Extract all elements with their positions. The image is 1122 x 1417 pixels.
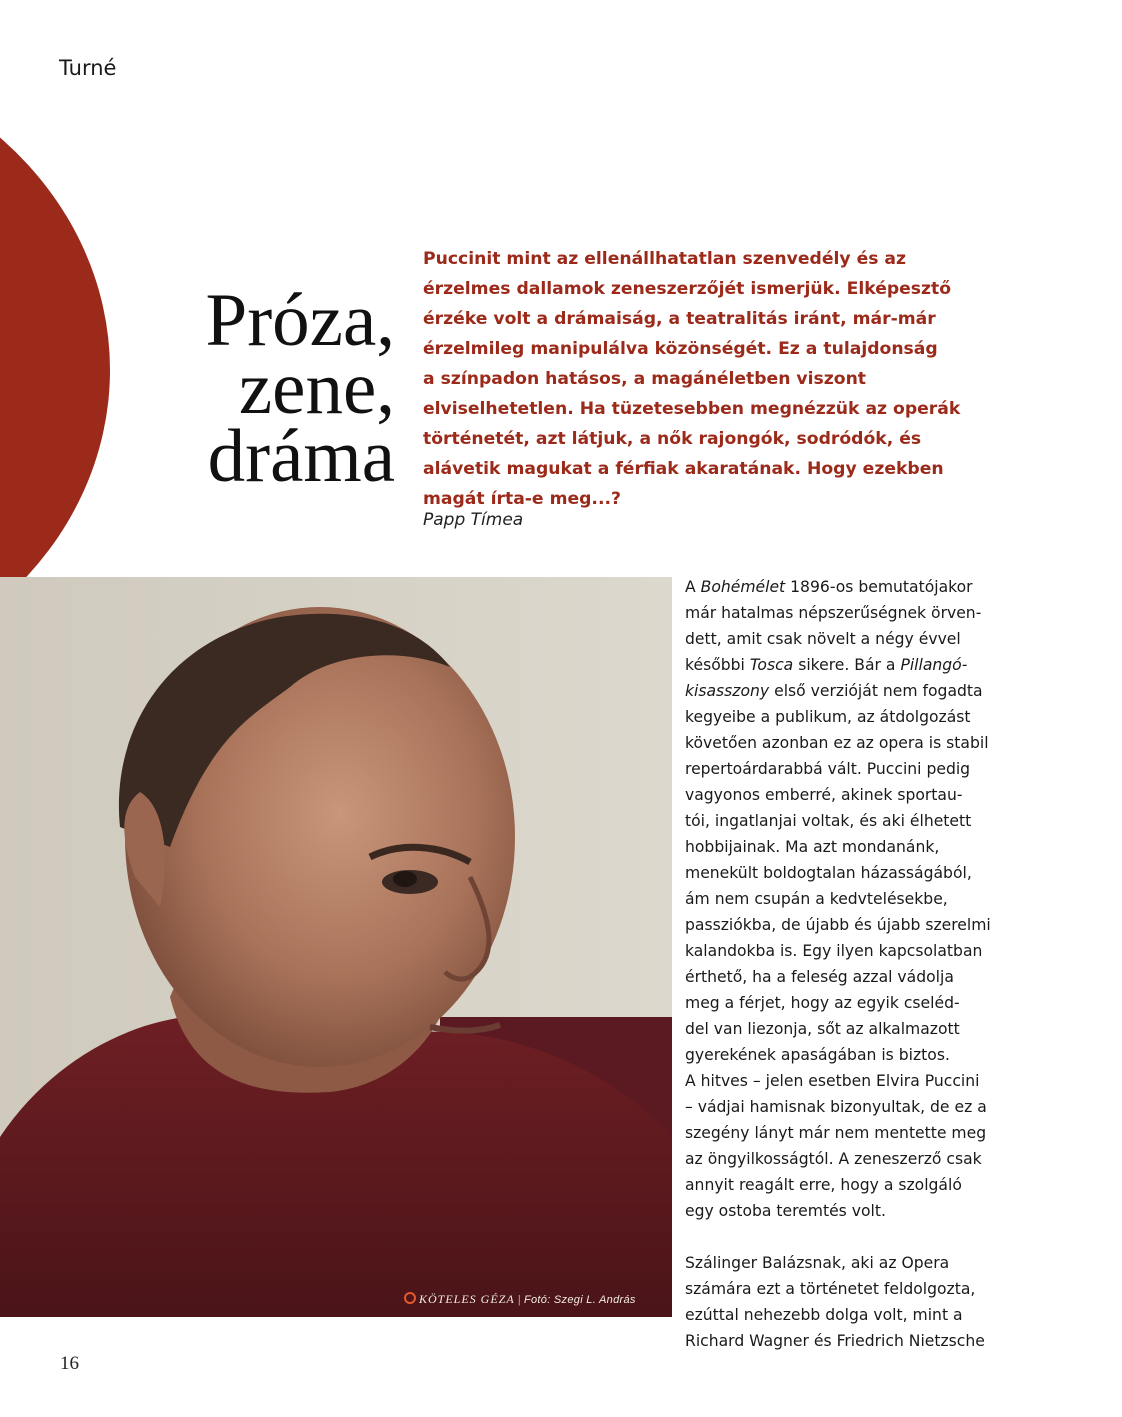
body-line: szegény lányt már nem mentette meg [685,1124,987,1142]
portrait-photo [0,577,672,1317]
body-line: vagyonos emberré, akinek sportau- [685,786,963,804]
body-line: érthető, ha a feleség azzal vádolja [685,968,954,986]
body-line: tói, ingatlanjai voltak, és aki élhetett [685,812,972,830]
author-name: Papp Tímea [423,510,524,530]
photo-caption [404,1292,636,1307]
photo-credit: Fotó: Szegi L. András [524,1294,636,1306]
paragraph-break [685,1224,985,1250]
body-line: A Bohémélet 1896-os bemutatójakor [685,578,973,596]
lead-line: érzelmes dallamok zeneszerzőjét ismerjük. Elképesztő [423,279,952,299]
lead-line: érzéke volt a drámaiság, a teatralitás iránt, már-már [423,309,936,329]
body-line: passziókba, de újabb és újabb szerelmi [685,916,991,934]
body-line: meg a férjet, hogy az egyik cseléd- [685,994,960,1012]
title-line: Próza, [205,279,395,362]
body-line: ám nem csupán a kedvtelésekbe, [685,890,948,908]
title-line: zene, [238,347,395,430]
title-line: dráma [207,415,395,498]
page-number: 16 [60,1353,79,1374]
lead-line: alávetik magukat a férfiak akaratának. Hogy ezekben [423,459,944,479]
caption-name: KÖTELES GÉZA [419,1292,515,1306]
lead-line: érzelmileg manipulálva közönségét. Ez a tulajdonság [423,339,938,359]
body-line: ezúttal nehezebb dolga volt, mint a [685,1306,963,1324]
body-line: gyerekének apaságában is biztos. [685,1046,950,1064]
body-line: kegyeibe a publikum, az átdolgozást [685,708,971,726]
body-line: számára ezt a történetet feldolgozta, [685,1280,976,1298]
italic-title: Tosca [749,656,794,674]
portrait-illustration [0,577,672,1317]
caption-separator: | [514,1292,524,1306]
body-line: követően azonban ez az opera is stabil [685,734,989,752]
lead-line: történetét, azt látjuk, a nők rajongók, sodródók, és [423,429,922,449]
italic-title: Pillangó- [900,656,968,674]
body-line: már hatalmas népszerűségnek örven- [685,604,982,622]
lead-line: Puccinit mint az ellenállhatatlan szenvedély és az [423,249,907,269]
body-line: Richard Wagner és Friedrich Nietzsche [685,1332,985,1350]
section-label: Turné [59,56,117,80]
body-line: A hitves – jelen esetben Elvira Puccini [685,1072,980,1090]
body-line: Szálinger Balázsnak, aki az Opera [685,1254,950,1272]
body-line: dett, amit csak növelt a négy évvel [685,630,961,648]
body-line: annyit reagált erre, hogy a szolgáló [685,1176,962,1194]
body-line: hobbijainak. Ma azt mondanánk, [685,838,940,856]
body-line: egy ostoba teremtés volt. [685,1202,886,1220]
body-line: kisasszony első verzióját nem fogadta [685,682,983,700]
body-line: del van liezonja, sőt az alkalmazott [685,1020,960,1038]
italic-title: kisasszony [685,682,770,700]
lead-paragraph [423,244,983,514]
article-title [95,279,395,498]
caption-ring-icon [404,1292,416,1304]
lead-line: magát írta-e meg...? [423,489,621,509]
body-line: – vádjai hamisnak bizonyultak, de ez a [685,1098,987,1116]
lead-line: elviselhetetlen. Ha tüzetesebben megnézzük az operák [423,399,961,419]
body-line: repertoárdarabbá vált. Puccini pedig [685,760,971,778]
body-line: az öngyilkosságtól. A zeneszerző csak [685,1150,982,1168]
body-line: kalandokba is. Egy ilyen kapcsolatban [685,942,983,960]
body-line: menekült boldogtalan házasságából, [685,864,972,882]
italic-title: Bohémélet [700,578,786,596]
lead-line: a színpadon hatásos, a magánéletben viszont [423,369,867,389]
body-line: későbbi Tosca sikere. Bár a Pillangó- [685,656,968,674]
article-body [685,574,991,1354]
